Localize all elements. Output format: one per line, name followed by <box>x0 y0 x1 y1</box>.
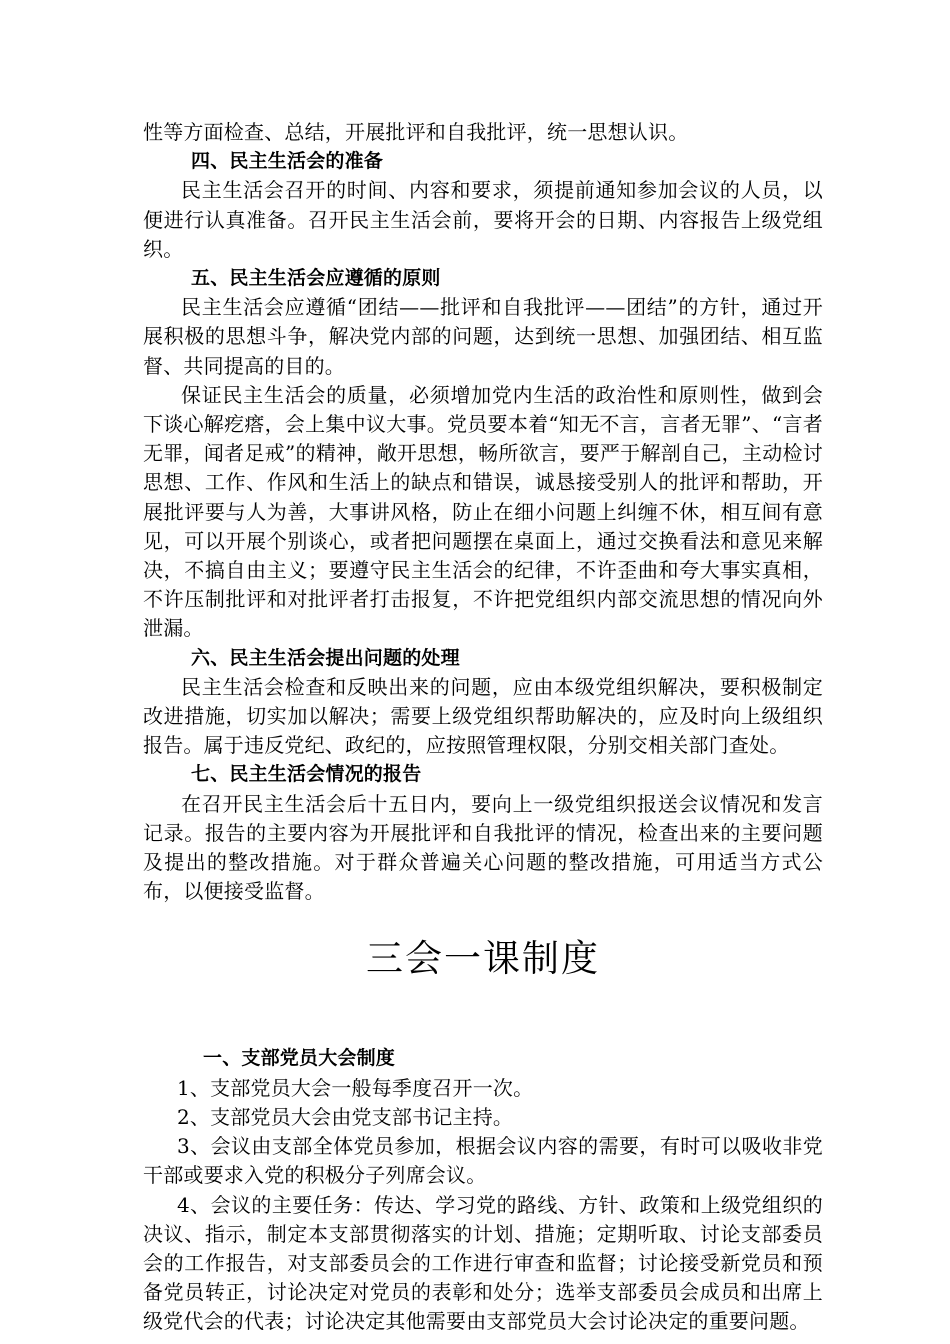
document-page <box>143 118 823 1337</box>
paragraph-handling: 民主生活会检查和反映出来的问题，应由本级党组织解决，要积极制定改进措施，切实加以解决；需要上级党组织帮助解决的，应及时向上级组织报告。属于违反党纪、政纪的，应按照管理权限，分别交相关部门查处。 <box>143 674 823 758</box>
list-item: 4、会议的主要任务：传达、学习党的路线、方针、政策和上级党组织的决议、指示，制定本支部贯彻落实的计划、措施；定期听取、讨论支部委员会的工作报告，对支部委员会的工作进行审查和监督；讨论接受新党员和预备党员转正，讨论决定对党员的表彰和处分；选举支部委员会成员和出席上级党代会的代表；讨论决定其他需要由支部党员大会讨论决定的重要问题。 <box>143 1192 823 1334</box>
paragraph-principle-1: 民主生活会应遵循“团结——批评和自我批评——团结”的方针，通过开展积极的思想斗争，解决党内部的问题，达到统一思想、加强团结、相互监督、共同提高的目的。 <box>143 295 823 378</box>
document-title: 三会一课制度 <box>366 937 600 981</box>
section-heading-7: 七、民主生活会情况的报告 <box>191 763 422 786</box>
paragraph-principle-2: 保证民主生活会的质量，必须增加党内生活的政治性和原则性，做到会下谈心解疙瘩，会上集中议大事。党员要本着“知无不言，言者无罪”、“言者无罪，闻者足戒”的精神，敞开思想，畅所欲言，要严于解剖自己，主动检讨思想、工作、作风和生活上的缺点和错误，诚恳接受别人的批评和帮助，开展批评要与人为善，大事讲风格，防止在细小问题上纠缠不休，相互间有意见，可以开展个别谈心，或者把问题摆在桌面上，通过交换看法和意见来解决，不搞自由主义；要遵守民主生活会的纪律，不许歪曲和夸大事实真相，不许压制批评和对批评者打击报复，不许把党组织内部交流思想的情况向外泄漏。 <box>143 382 823 641</box>
section-heading-4: 四、民主生活会的准备 <box>191 150 384 173</box>
section-heading-6: 六、民主生活会提出问题的处理 <box>191 646 460 669</box>
paragraph-continued: 性等方面检查、总结，开展批评和自我批评，统一思想认识。 <box>143 120 689 144</box>
list-item: 3、会议由支部全体党员参加，根据会议内容的需要，有时可以吸收非党干部或要求入党的积极分子列席会议。 <box>143 1134 823 1188</box>
list-item: 2、支部党员大会由党支部书记主持。 <box>177 1104 514 1129</box>
subsection-heading-1: 一、支部党员大会制度 <box>203 1047 396 1070</box>
list-item: 1、支部党员大会一般每季度召开一次。 <box>177 1075 534 1100</box>
section-heading-5: 五、民主生活会应遵循的原则 <box>191 267 441 290</box>
paragraph-preparation: 民主生活会召开的时间、内容和要求，须提前通知参加会议的人员，以便进行认真准备。召开民主生活会前，要将开会的日期、内容报告上级党组织。 <box>143 178 823 261</box>
paragraph-report: 在召开民主生活会后十五日内，要向上一级党组织报送会议情况和发言记录。报告的主要内容为开展批评和自我批评的情况，检查出来的主要问题及提出的整改措施。对于群众普遍关心问题的整改措施，可用适当方式公布，以便接受监督。 <box>143 791 823 904</box>
